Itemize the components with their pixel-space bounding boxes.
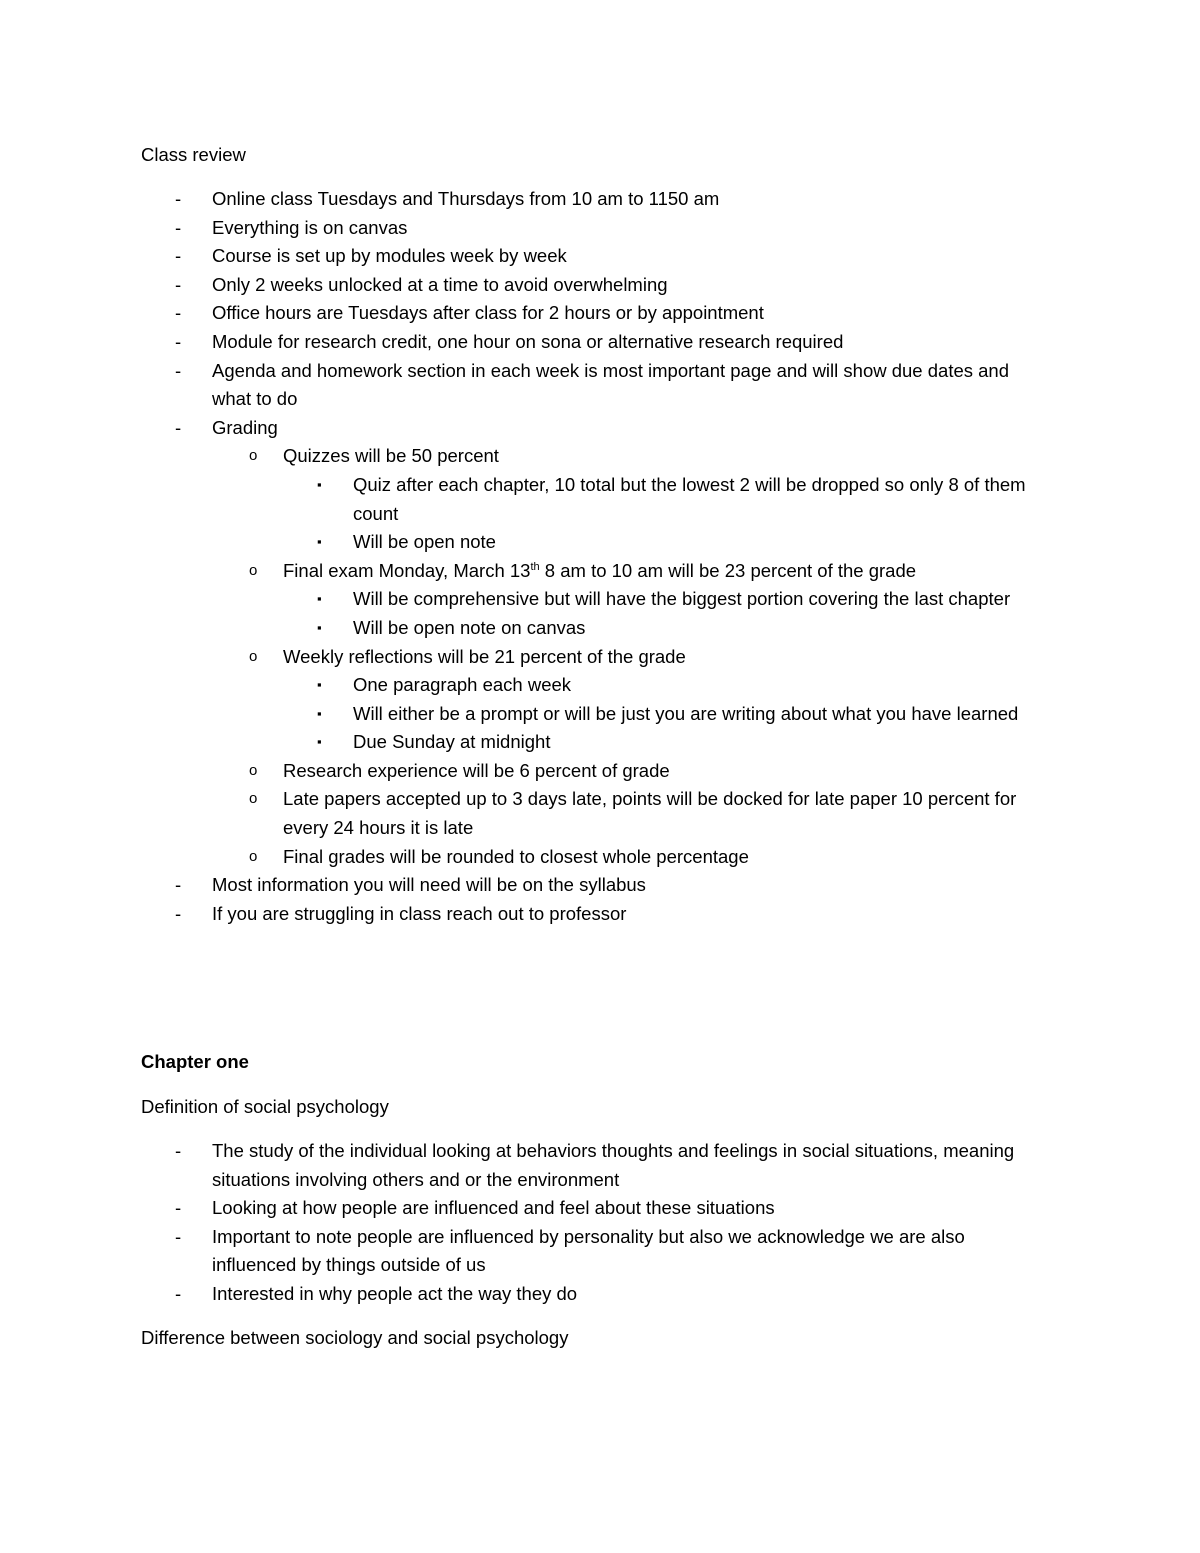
circle-bullet-icon: o	[249, 561, 258, 579]
square-bullet-icon: ▪	[317, 534, 322, 550]
list-item-text: Office hours are Tuesdays after class for 2 hours or by appointment	[212, 302, 764, 324]
sublist-item-text: Final exam Monday, March 13	[283, 559, 531, 581]
list-item	[0, 1137, 1032, 1194]
square-bullet-icon: ▪	[317, 591, 322, 607]
sublist-item	[0, 557, 1033, 586]
subsublist-item-text: Will either be a prompt or will be just you are writing about what you have learned	[353, 702, 1019, 724]
list-item	[0, 328, 1032, 357]
dash-bullet-icon: -	[175, 902, 182, 924]
subsublist-item-text: Will be comprehensive but will have the biggest portion covering the last chapter	[353, 588, 1011, 610]
dash-bullet-icon: -	[175, 302, 182, 324]
sublist-item-text: Weekly reflections will be 21 percent of the grade	[283, 645, 686, 667]
list-item-text: Only 2 weeks unlocked at a time to avoid overwhelming	[212, 273, 668, 295]
sublist-item-text: Research experience will be 6 percent of grade	[283, 759, 670, 781]
dash-bullet-icon: -	[175, 1282, 182, 1304]
subsublist-item-text: Will be open note on canvas	[353, 616, 586, 638]
dash-bullet-icon: -	[175, 330, 182, 352]
dash-bullet-icon: -	[175, 359, 182, 381]
list-item	[0, 299, 1032, 328]
list-item-text: Important to note people are influenced by personality but also we acknowledge we are also influenced by things outside of us	[212, 1225, 965, 1276]
circle-bullet-icon: o	[249, 847, 258, 865]
dash-bullet-icon: -	[175, 216, 182, 238]
sublist-item	[0, 442, 1033, 471]
subsublist-item-text: Due Sunday at midnight	[353, 731, 551, 753]
subsublist-item	[0, 528, 1033, 557]
sublist-item	[0, 785, 1033, 842]
dash-bullet-icon: -	[175, 188, 182, 209]
dash-bullet-icon: -	[175, 1140, 182, 1161]
subheading-definition: Definition of social psychology	[141, 1096, 389, 1117]
subsublist-item	[0, 585, 1033, 614]
list-item-grading	[0, 414, 1032, 443]
dash-bullet-icon: -	[175, 874, 182, 896]
sublist-item-text: Quizzes will be 50 percent	[283, 445, 499, 467]
dash-bullet-icon: -	[175, 1225, 182, 1247]
dash-bullet-icon: -	[175, 416, 182, 438]
class-review-list	[0, 185, 1200, 928]
dash-bullet-icon: -	[175, 273, 182, 295]
list-item	[0, 214, 1032, 243]
subsublist-item-text: One paragraph each week	[353, 674, 572, 696]
list-item	[0, 185, 1032, 214]
list-item-text: Grading	[212, 416, 278, 438]
sublist-item	[0, 757, 1033, 786]
list-item-text: Course is set up by modules week by week	[212, 245, 567, 267]
list-item-text: Everything is on canvas	[212, 216, 408, 238]
section-heading-class-review: Class review	[141, 144, 246, 165]
subsublist-item	[0, 471, 1033, 528]
section-heading-chapter-one: Chapter one	[141, 1051, 249, 1072]
circle-bullet-icon: o	[249, 447, 258, 465]
subsublist-item	[0, 671, 1033, 700]
subsublist-item	[0, 700, 1033, 729]
definition-list	[0, 1137, 1200, 1309]
list-item-text: Looking at how people are influenced and feel about these situations	[212, 1197, 775, 1219]
subsublist-item-text: Will be open note	[353, 531, 496, 553]
circle-bullet-icon: o	[249, 761, 258, 779]
sublist-item	[0, 643, 1033, 672]
dash-bullet-icon: -	[175, 245, 182, 267]
dash-bullet-icon: -	[175, 1197, 182, 1219]
square-bullet-icon: ▪	[317, 476, 322, 492]
list-item	[0, 900, 1032, 929]
square-bullet-icon: ▪	[317, 705, 322, 721]
list-item-text: Agenda and homework section in each week is most important page and will show due dates and what to do	[212, 359, 1009, 410]
list-item-text: If you are struggling in class reach out to professor	[212, 902, 627, 924]
square-bullet-icon: ▪	[317, 677, 322, 693]
square-bullet-icon: ▪	[317, 734, 322, 750]
subsublist-item	[0, 728, 1033, 757]
list-item	[0, 871, 1032, 900]
list-item-text: Module for research credit, one hour on sona or alternative research required	[212, 330, 844, 352]
circle-bullet-icon: o	[249, 790, 258, 808]
list-item	[0, 1280, 1032, 1309]
circle-bullet-icon: o	[249, 647, 258, 665]
square-bullet-icon: ▪	[317, 619, 322, 635]
subsublist-item	[0, 614, 1033, 643]
list-item-text: Most information you will need will be on the syllabus	[212, 874, 646, 896]
list-item	[0, 271, 1032, 300]
subheading-difference: Difference between sociology and social psychology	[141, 1327, 569, 1348]
sublist-item-text: 8 am to 10 am will be 23 percent of the grade	[539, 559, 917, 581]
sublist-item-text: Final grades will be rounded to closest whole percentage	[283, 845, 749, 867]
superscript: th	[530, 560, 540, 573]
list-item	[0, 1223, 1032, 1280]
list-item	[0, 357, 1032, 414]
list-item	[0, 242, 1032, 271]
list-item-text: Interested in why people act the way they do	[212, 1282, 578, 1304]
list-item-text: Online class Tuesdays and Thursdays from 10 am to 1150 am	[212, 188, 720, 209]
sublist-item-text: Late papers accepted up to 3 days late, points will be docked for late paper 10 percent for every 24 hours it is late	[283, 788, 1017, 839]
list-item	[0, 1194, 1032, 1223]
sublist-item	[0, 843, 1033, 872]
list-item-text: The study of the individual looking at behaviors thoughts and feelings in social situations, meaning situations involving others and or the environment	[212, 1140, 1015, 1190]
subsublist-item-text: Quiz after each chapter, 10 total but the lowest 2 will be dropped so only 8 of them count	[353, 473, 1026, 524]
